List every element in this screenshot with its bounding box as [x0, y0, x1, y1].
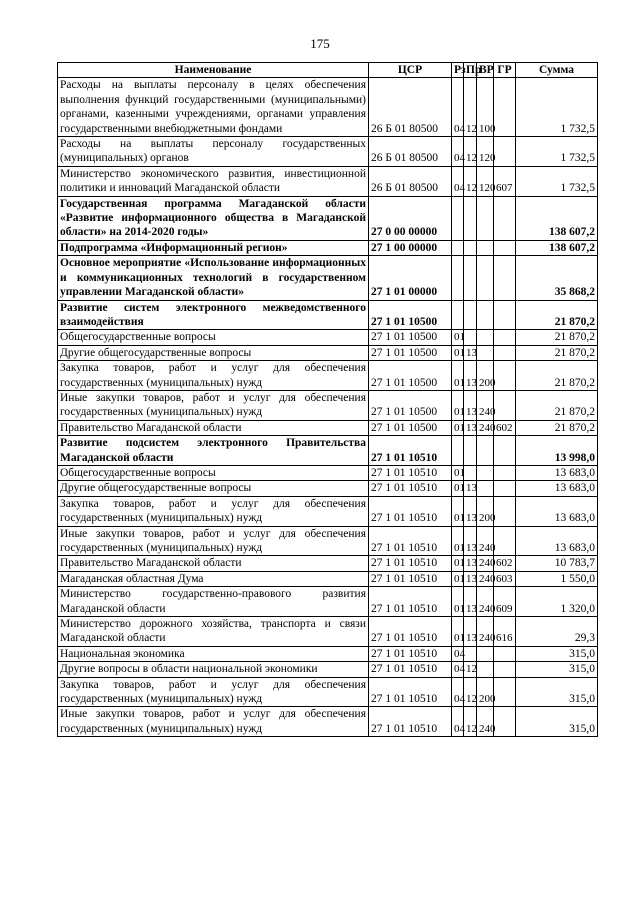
cell-csr: 27 1 00 00000: [369, 240, 452, 255]
cell-pr: 13: [464, 420, 477, 435]
cell-rz: 04: [452, 646, 464, 661]
cell-vr: 240: [477, 556, 494, 571]
cell-sum: 1 550,0: [516, 571, 598, 586]
cell-name: Основное мероприятие «Использование информационных и коммуникационных технологий в государственном управлении Магаданской области»: [58, 256, 369, 300]
cell-vr: 200: [477, 496, 494, 526]
cell-name: Расходы на выплаты персоналу государственных (муниципальных) органов: [58, 137, 369, 167]
cell-gr: [494, 137, 516, 167]
cell-rz: [452, 300, 464, 330]
cell-vr: [477, 345, 494, 360]
cell-gr: [494, 436, 516, 466]
cell-gr: [494, 496, 516, 526]
table-header: [58, 63, 598, 78]
cell-vr: 240: [477, 526, 494, 556]
cell-vr: 200: [477, 677, 494, 707]
table-row: [58, 78, 598, 137]
cell-pr: 13: [464, 617, 477, 647]
table-row: [58, 390, 598, 420]
table-body: [58, 78, 598, 737]
table-row: [58, 587, 598, 617]
table-row: [58, 436, 598, 466]
table-row: [58, 420, 598, 435]
cell-pr: [464, 196, 477, 240]
cell-pr: 13: [464, 390, 477, 420]
cell-gr: 603: [494, 571, 516, 586]
cell-sum: 138 607,2: [516, 240, 598, 255]
cell-vr: 120: [477, 166, 494, 196]
cell-pr: [464, 646, 477, 661]
cell-rz: 01: [452, 390, 464, 420]
cell-sum: 315,0: [516, 677, 598, 707]
cell-gr: [494, 646, 516, 661]
cell-name: Правительство Магаданской области: [58, 420, 369, 435]
cell-csr: 27 1 01 10510: [369, 646, 452, 661]
table-row: [58, 526, 598, 556]
cell-vr: [477, 481, 494, 496]
table-row: [58, 256, 598, 300]
budget-table: [57, 62, 598, 737]
cell-name: Расходы на выплаты персоналу в целях обеспечения выполнения функций государственными (муниципальными) органами, казенными учреждениями, органами управления государственными внебюджетными фондами: [58, 78, 369, 137]
cell-rz: 01: [452, 361, 464, 391]
cell-gr: 602: [494, 420, 516, 435]
cell-rz: [452, 196, 464, 240]
cell-csr: 27 1 01 10510: [369, 571, 452, 586]
cell-csr: 27 1 01 10510: [369, 481, 452, 496]
cell-rz: 04: [452, 166, 464, 196]
cell-csr: 27 1 01 10510: [369, 526, 452, 556]
cell-name: Другие вопросы в области национальной экономики: [58, 662, 369, 677]
cell-rz: 01: [452, 587, 464, 617]
cell-rz: 01: [452, 465, 464, 480]
cell-csr: 27 1 01 10500: [369, 420, 452, 435]
cell-csr: 27 1 01 10500: [369, 390, 452, 420]
cell-pr: [464, 256, 477, 300]
cell-pr: 12: [464, 707, 477, 737]
cell-pr: 12: [464, 166, 477, 196]
cell-vr: [477, 436, 494, 466]
cell-sum: 1 732,5: [516, 78, 598, 137]
cell-gr: [494, 465, 516, 480]
cell-vr: [477, 662, 494, 677]
cell-name: Иные закупки товаров, работ и услуг для обеспечения государственных (муниципальных) нужд: [58, 390, 369, 420]
cell-vr: 240: [477, 707, 494, 737]
cell-sum: 21 870,2: [516, 390, 598, 420]
cell-pr: [464, 330, 477, 345]
cell-vr: [477, 256, 494, 300]
cell-gr: [494, 78, 516, 137]
cell-sum: 1 320,0: [516, 587, 598, 617]
table-row: [58, 300, 598, 330]
table-row: [58, 481, 598, 496]
cell-pr: 13: [464, 587, 477, 617]
header-rz: Рз: [452, 63, 464, 78]
cell-vr: 240: [477, 420, 494, 435]
cell-vr: 100: [477, 78, 494, 137]
cell-rz: 01: [452, 345, 464, 360]
cell-vr: [477, 240, 494, 255]
cell-vr: 240: [477, 617, 494, 647]
cell-csr: 27 1 01 10500: [369, 361, 452, 391]
cell-gr: 607: [494, 166, 516, 196]
cell-rz: 01: [452, 617, 464, 647]
table-row: [58, 240, 598, 255]
cell-gr: [494, 361, 516, 391]
cell-vr: 240: [477, 390, 494, 420]
cell-vr: 240: [477, 571, 494, 586]
cell-pr: 12: [464, 78, 477, 137]
header-name: Наименование: [58, 63, 369, 78]
cell-rz: 01: [452, 526, 464, 556]
header-gr: ГР: [494, 63, 516, 78]
table-row: [58, 496, 598, 526]
cell-csr: 27 1 01 10510: [369, 617, 452, 647]
cell-pr: [464, 465, 477, 480]
cell-pr: 12: [464, 137, 477, 167]
table-row: [58, 662, 598, 677]
cell-rz: 04: [452, 662, 464, 677]
cell-csr: 27 1 01 10510: [369, 465, 452, 480]
cell-gr: [494, 677, 516, 707]
cell-vr: 200: [477, 361, 494, 391]
cell-csr: 26 Б 01 80500: [369, 137, 452, 167]
cell-csr: 27 1 01 10510: [369, 707, 452, 737]
table-row: [58, 571, 598, 586]
cell-pr: [464, 240, 477, 255]
cell-sum: 315,0: [516, 707, 598, 737]
page-number: 175: [310, 36, 330, 51]
cell-sum: 21 870,2: [516, 330, 598, 345]
cell-sum: 13 683,0: [516, 526, 598, 556]
cell-vr: [477, 196, 494, 240]
table-row: [58, 196, 598, 240]
cell-sum: 1 732,5: [516, 166, 598, 196]
cell-rz: 04: [452, 78, 464, 137]
cell-rz: 01: [452, 420, 464, 435]
cell-name: Общегосударственные вопросы: [58, 465, 369, 480]
cell-gr: [494, 330, 516, 345]
cell-gr: [494, 345, 516, 360]
cell-pr: 12: [464, 677, 477, 707]
cell-sum: 21 870,2: [516, 300, 598, 330]
cell-name: Закупка товаров, работ и услуг для обеспечения государственных (муниципальных) нужд: [58, 361, 369, 391]
cell-csr: 26 Б 01 80500: [369, 78, 452, 137]
cell-gr: [494, 256, 516, 300]
cell-pr: [464, 300, 477, 330]
header-pr: Пр: [464, 63, 477, 78]
cell-gr: 609: [494, 587, 516, 617]
cell-vr: 240: [477, 587, 494, 617]
cell-name: Развитие подсистем электронного Правительства Магаданской области: [58, 436, 369, 466]
cell-sum: 21 870,2: [516, 345, 598, 360]
cell-gr: [494, 300, 516, 330]
header-vr: ВР: [477, 63, 494, 78]
cell-name: Иные закупки товаров, работ и услуг для обеспечения государственных (муниципальных) нужд: [58, 526, 369, 556]
cell-gr: [494, 240, 516, 255]
cell-name: Магаданская областная Дума: [58, 571, 369, 586]
cell-name: Подпрограмма «Информационный регион»: [58, 240, 369, 255]
table-row: [58, 465, 598, 480]
cell-rz: 01: [452, 556, 464, 571]
cell-csr: 27 1 01 10510: [369, 662, 452, 677]
cell-pr: [464, 436, 477, 466]
cell-sum: 13 683,0: [516, 496, 598, 526]
header-csr: ЦСР: [369, 63, 452, 78]
cell-name: Закупка товаров, работ и услуг для обеспечения государственных (муниципальных) нужд: [58, 496, 369, 526]
cell-name: Правительство Магаданской области: [58, 556, 369, 571]
cell-gr: 602: [494, 556, 516, 571]
cell-csr: 27 1 01 10500: [369, 300, 452, 330]
cell-vr: 120: [477, 137, 494, 167]
cell-rz: [452, 256, 464, 300]
table-row: [58, 617, 598, 647]
cell-pr: 13: [464, 345, 477, 360]
cell-sum: 13 683,0: [516, 465, 598, 480]
cell-sum: 1 732,5: [516, 137, 598, 167]
table-row: [58, 707, 598, 737]
cell-name: Развитие систем электронного межведомственного взаимодействия: [58, 300, 369, 330]
cell-sum: 29,3: [516, 617, 598, 647]
cell-name: Министерство дорожного хозяйства, транспорта и связи Магаданской области: [58, 617, 369, 647]
table-row: [58, 330, 598, 345]
cell-csr: 27 1 01 10510: [369, 436, 452, 466]
cell-name: Другие общегосударственные вопросы: [58, 345, 369, 360]
cell-vr: [477, 465, 494, 480]
cell-name: Другие общегосударственные вопросы: [58, 481, 369, 496]
cell-sum: 21 870,2: [516, 361, 598, 391]
cell-sum: 13 683,0: [516, 481, 598, 496]
table-row: [58, 646, 598, 661]
header-row: [58, 63, 598, 78]
cell-gr: [494, 390, 516, 420]
cell-pr: 13: [464, 496, 477, 526]
cell-rz: 01: [452, 330, 464, 345]
cell-vr: [477, 300, 494, 330]
cell-gr: [494, 526, 516, 556]
cell-name: Иные закупки товаров, работ и услуг для обеспечения государственных (муниципальных) нужд: [58, 707, 369, 737]
cell-csr: 26 Б 01 80500: [369, 166, 452, 196]
cell-sum: 21 870,2: [516, 420, 598, 435]
cell-gr: [494, 196, 516, 240]
cell-pr: 13: [464, 556, 477, 571]
cell-pr: 13: [464, 526, 477, 556]
table-row: [58, 677, 598, 707]
cell-sum: 315,0: [516, 662, 598, 677]
cell-gr: [494, 662, 516, 677]
cell-gr: 616: [494, 617, 516, 647]
cell-sum: 315,0: [516, 646, 598, 661]
cell-csr: 27 1 01 10510: [369, 587, 452, 617]
header-sum: Сумма: [516, 63, 598, 78]
cell-rz: 04: [452, 707, 464, 737]
cell-name: Министерство экономического развития, инвестиционной политики и инноваций Магаданской области: [58, 166, 369, 196]
cell-name: Государственная программа Магаданской области «Развитие информационного общества в Магаданской области» на 2014-2020 годы»: [58, 196, 369, 240]
table-row: [58, 166, 598, 196]
cell-csr: 27 1 01 10510: [369, 677, 452, 707]
cell-rz: 04: [452, 137, 464, 167]
cell-pr: 13: [464, 481, 477, 496]
cell-csr: 27 0 00 00000: [369, 196, 452, 240]
table-row: [58, 345, 598, 360]
cell-name: Национальная экономика: [58, 646, 369, 661]
cell-sum: 35 868,2: [516, 256, 598, 300]
cell-rz: 04: [452, 677, 464, 707]
cell-gr: [494, 707, 516, 737]
cell-rz: 01: [452, 496, 464, 526]
cell-rz: 01: [452, 571, 464, 586]
cell-name: Закупка товаров, работ и услуг для обеспечения государственных (муниципальных) нужд: [58, 677, 369, 707]
cell-sum: 13 998,0: [516, 436, 598, 466]
cell-csr: 27 1 01 10500: [369, 330, 452, 345]
cell-sum: 138 607,2: [516, 196, 598, 240]
table-row: [58, 361, 598, 391]
cell-gr: [494, 481, 516, 496]
cell-vr: [477, 330, 494, 345]
cell-rz: [452, 436, 464, 466]
cell-rz: [452, 240, 464, 255]
cell-rz: 01: [452, 481, 464, 496]
cell-name: Министерство государственно-правового развития Магаданской области: [58, 587, 369, 617]
cell-pr: 12: [464, 662, 477, 677]
cell-sum: 10 783,7: [516, 556, 598, 571]
cell-csr: 27 1 01 10510: [369, 556, 452, 571]
cell-pr: 13: [464, 361, 477, 391]
cell-csr: 27 1 01 10510: [369, 496, 452, 526]
cell-vr: [477, 646, 494, 661]
cell-name: Общегосударственные вопросы: [58, 330, 369, 345]
table-row: [58, 556, 598, 571]
table-row: [58, 137, 598, 167]
cell-csr: 27 1 01 10500: [369, 345, 452, 360]
cell-csr: 27 1 01 00000: [369, 256, 452, 300]
cell-pr: 13: [464, 571, 477, 586]
